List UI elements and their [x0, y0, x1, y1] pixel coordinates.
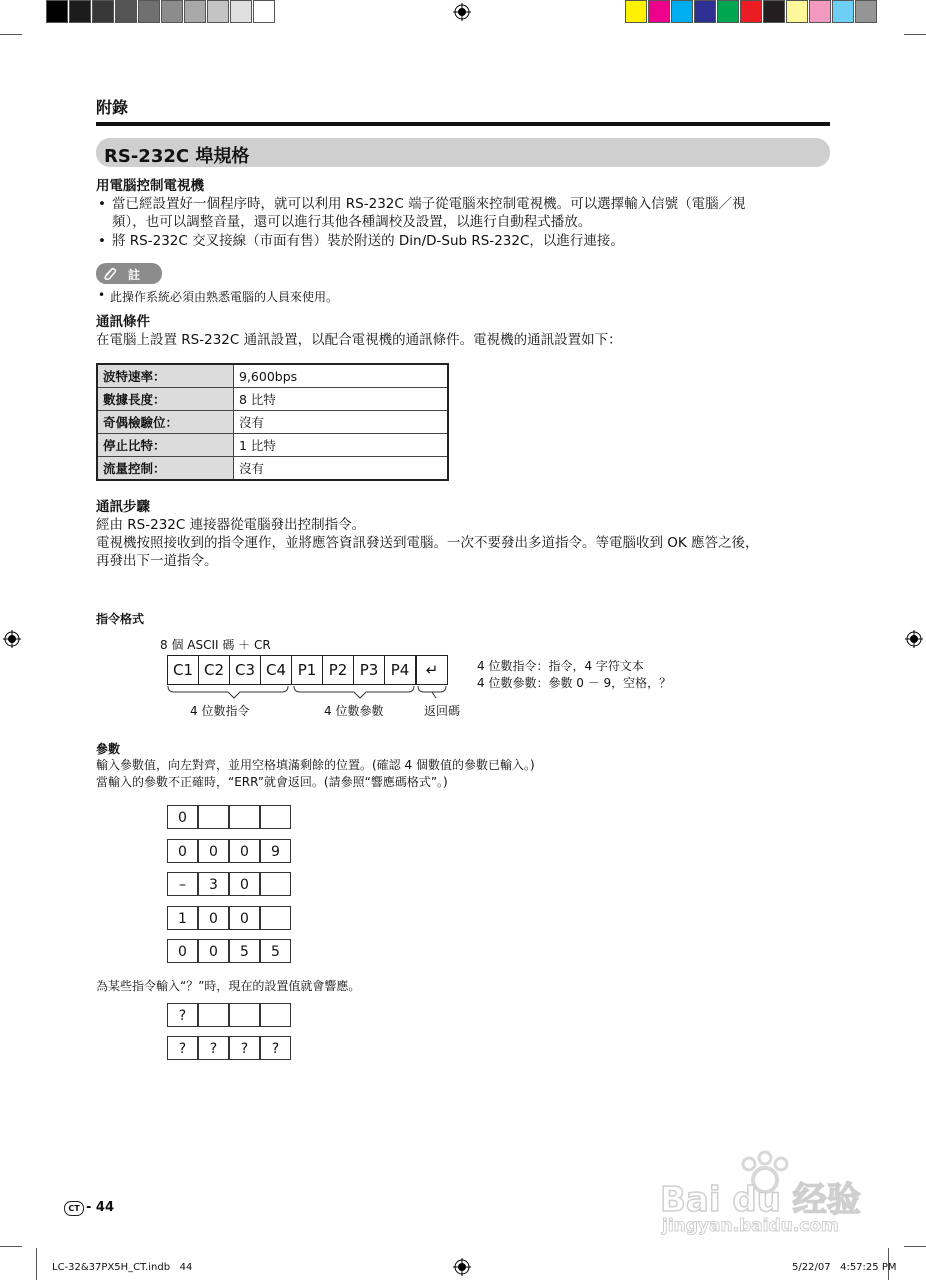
intro-heading: 用電腦控制電視機 [96, 178, 204, 194]
procedure-line-3: 再發出下一道指令。 [96, 553, 218, 569]
gray-swatch [138, 0, 160, 23]
params-heading: 參數 [96, 742, 121, 756]
crop-mark [0, 1246, 22, 1247]
crop-mark [904, 34, 926, 35]
query-example-cell: ? [260, 1036, 291, 1060]
baidu-watermark [660, 1150, 880, 1240]
color-swatch [809, 0, 831, 23]
query-example-cell: ? [167, 1036, 198, 1060]
color-swatch [717, 0, 739, 23]
crop-mark [0, 34, 22, 35]
format-box-p4: P4 [384, 655, 416, 685]
section-label: 附錄 [96, 98, 129, 117]
watermark-brand: Bai du 经验 [660, 1180, 861, 1220]
param-example-cell: 3 [198, 872, 229, 896]
color-swatch [855, 0, 877, 23]
date-info: 5/22/07 4:57:25 PM [792, 1262, 897, 1273]
label-return-code: 返回碼 [424, 704, 461, 718]
param-example-cell [198, 805, 229, 829]
query-example-cell: ? [167, 1003, 198, 1027]
table-row [97, 411, 448, 434]
registration-mark-icon [905, 630, 923, 648]
paperclip-icon [101, 266, 117, 281]
param-example-cell: 5 [229, 939, 260, 963]
bullet-dot: • [98, 233, 106, 249]
format-box-c3: C3 [229, 655, 261, 685]
color-swatch [648, 0, 670, 23]
format-brackets [160, 684, 460, 704]
setting-key: 奇偶檢驗位： [97, 411, 234, 434]
format-box-c4: C4 [260, 655, 292, 685]
label-parameter: 4 位數參數 [324, 704, 384, 718]
procedure-heading: 通訊步驟 [96, 499, 150, 515]
registration-mark-icon [453, 3, 471, 21]
params-line-2: 當輸入的參數不正確時，“ERR”就會返回。(請參照“響應碼格式”。) [96, 775, 448, 789]
comm-settings-table [96, 363, 449, 481]
cr-box [416, 655, 448, 685]
param-example-cell: 0 [198, 839, 229, 863]
note-label: 註 [128, 268, 141, 282]
comm-heading: 通訊條件 [96, 314, 150, 330]
query-example-cell [198, 1003, 229, 1027]
param-example-cell: – [167, 872, 198, 896]
color-swatch [625, 0, 647, 23]
color-swatch [832, 0, 854, 23]
table-row [97, 364, 448, 388]
setting-key: 波特速率： [97, 364, 234, 388]
watermark-url: jingyan.baidu.com [662, 1216, 839, 1236]
query-example-cell [229, 1003, 260, 1027]
format-top-label: 8 個 ASCII 碼 ＋ CR [160, 638, 271, 652]
bullet-dot: • [98, 288, 106, 302]
procedure-line-1: 經由 RS-232C 連接器從電腦發出控制指令。 [96, 517, 366, 533]
table-row [97, 434, 448, 457]
procedure-line-2: 電視機按照接收到的指令運作，並將應答資訊發送到電腦。一次不要發出多道指令。等電腦收到 OK 應答之後， [96, 535, 759, 551]
param-example-cell: 0 [198, 939, 229, 963]
gray-swatch [115, 0, 137, 23]
param-example-cell: 0 [229, 872, 260, 896]
setting-key: 停止比特： [97, 434, 234, 457]
page-number: - 44 [86, 1200, 115, 1215]
format-box-p1: P1 [291, 655, 323, 685]
param-example-cell [260, 805, 291, 829]
intro-bullet-1-cont: 頻），也可以調整音量，還可以進行其他各種調校及設置，以進行自動程式播放。 [112, 214, 592, 230]
gray-swatch [46, 0, 68, 23]
param-example-cell: 0 [167, 839, 198, 863]
param-example-cell [229, 805, 260, 829]
params-line-1: 輸入參數值，向左對齊，並用空格填滿剩餘的位置。(確認 4 個數值的參數已輸入。) [96, 758, 535, 772]
intro-bullet-1: 當已經設置好一個程序時，就可以利用 RS-232C 端子從電腦來控制電視機。可以選擇輸入信號（電腦／視 [112, 196, 746, 212]
gray-swatch [161, 0, 183, 23]
color-swatch [694, 0, 716, 23]
format-box-p3: P3 [353, 655, 385, 685]
file-info: LC-32&37PX5H_CT.indb 44 [52, 1262, 193, 1273]
query-example-cell: ? [229, 1036, 260, 1060]
format-box-c1: C1 [167, 655, 199, 685]
setting-value: 沒有 [234, 457, 449, 481]
param-example-cell: 0 [198, 906, 229, 930]
gray-swatch [69, 0, 91, 23]
format-box-c2: C2 [198, 655, 230, 685]
table-row [97, 457, 448, 481]
note-text: 此操作系統必須由熟悉電腦的人員來使用。 [110, 290, 339, 304]
gray-swatch [230, 0, 252, 23]
format-desc-1: 4 位數指令：指令，4 字符文本 [477, 659, 644, 673]
language-badge: CT [64, 1201, 84, 1216]
registration-mark-icon [453, 1258, 471, 1276]
param-example-cell [260, 906, 291, 930]
param-example-cell: 0 [167, 805, 198, 829]
enter-icon: ↵ [425, 661, 439, 679]
registration-mark-icon [3, 630, 21, 648]
query-example-cell: ? [198, 1036, 229, 1060]
color-swatch [763, 0, 785, 23]
query-text: 為某些指令輸入“？”時，現在的設置值就會響應。 [96, 979, 361, 993]
format-heading: 指令格式 [96, 612, 145, 626]
label-command: 4 位數指令 [190, 704, 250, 718]
setting-value: 1 比特 [234, 434, 449, 457]
setting-value: 9,600bps [234, 364, 449, 388]
param-example-cell: 0 [229, 839, 260, 863]
intro-bullet-2: 將 RS-232C 交叉接線（市面有售）裝於附送的 Din/D-Sub RS-232C，以進行連接。 [112, 233, 624, 249]
setting-key: 數據長度： [97, 388, 234, 411]
gray-swatch [92, 0, 114, 23]
color-swatch [671, 0, 693, 23]
header-rule [96, 122, 830, 126]
param-example-cell: 9 [260, 839, 291, 863]
param-example-cell [260, 872, 291, 896]
color-swatch [786, 0, 808, 23]
setting-value: 沒有 [234, 411, 449, 434]
crop-mark [36, 1248, 37, 1280]
setting-value: 8 比特 [234, 388, 449, 411]
format-desc-2: 4 位數參數：參數 0 － 9，空格，？ [477, 676, 672, 690]
bullet-dot: • [98, 196, 106, 212]
crop-mark [904, 1246, 926, 1247]
setting-key: 流量控制： [97, 457, 234, 481]
gray-swatch [207, 0, 229, 23]
comm-description: 在電腦上設置 RS-232C 通訊設置，以配合電視機的通訊條件。電視機的通訊設置如下： [96, 332, 622, 348]
table-row [97, 388, 448, 411]
param-example-cell: 0 [229, 906, 260, 930]
param-example-cell: 1 [167, 906, 198, 930]
query-example-cell [260, 1003, 291, 1027]
gray-swatch [184, 0, 206, 23]
format-box-p2: P2 [322, 655, 354, 685]
param-example-cell: 0 [167, 939, 198, 963]
color-swatch [740, 0, 762, 23]
gray-swatch [253, 0, 275, 23]
param-example-cell: 5 [260, 939, 291, 963]
page-title: RS-232C 埠規格 [104, 146, 250, 167]
